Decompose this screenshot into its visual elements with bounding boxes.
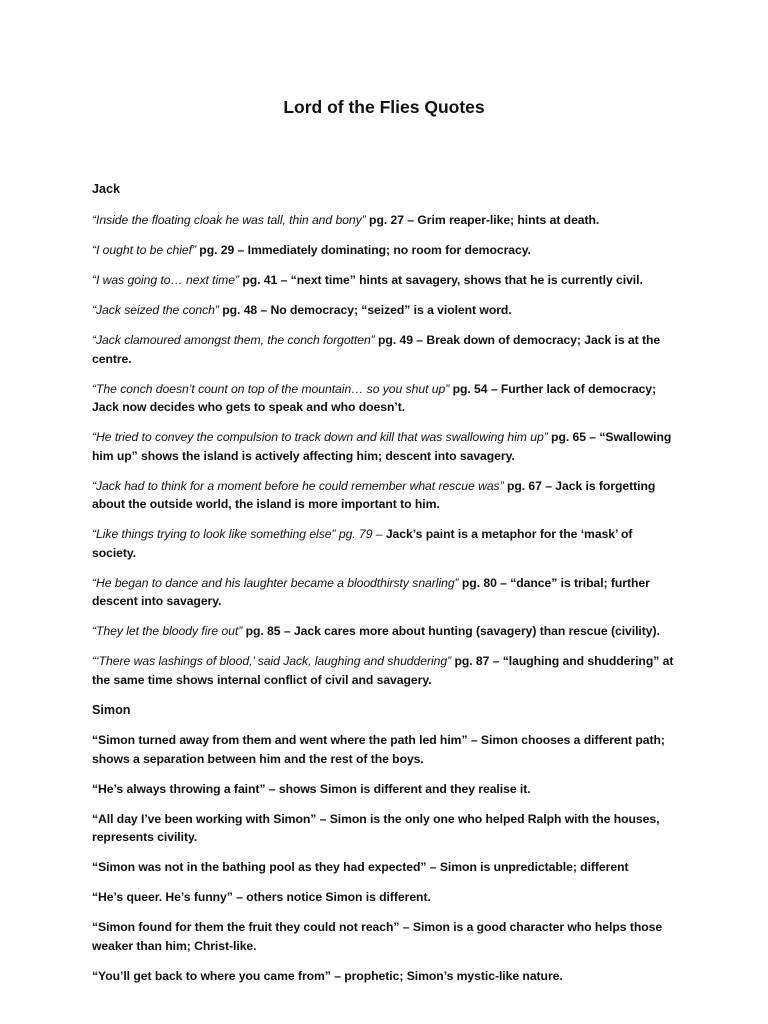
quote-quote: “Jack seized the conch” [92, 303, 219, 317]
quote-quote: “Simon turned away from them and went where the path led him” [92, 733, 468, 747]
quote-quote: “Jack clamoured amongst them, the conch forgotten” [92, 333, 375, 347]
quote-note: Further lack of democracy; Jack now decides who gets to speak and who doesn’t. [92, 381, 657, 414]
quote-ref: pg. 67 – [503, 478, 556, 493]
quote-quote: “All day I’ve been working with Simon” [92, 811, 317, 826]
quote-ref: – [316, 811, 330, 826]
quote-entry [92, 525, 676, 562]
quote-note: “Swallowing him up” shows the island is actively affecting him; descent into savagery. [92, 430, 672, 463]
quote-quote: “Jack had to think for a moment before he could remember what rescue was” [92, 478, 504, 493]
quote-note: others notice Simon is different. [246, 890, 431, 904]
quote-ref: pg. 54 – [449, 381, 501, 396]
quote-quote: “Simon was not in the bathing pool as they had expected” [92, 860, 427, 874]
section-heading-simon: Simon [92, 703, 131, 717]
quote-note: Jack’s paint is a metaphor for the ‘mask’ of society. [92, 527, 633, 560]
quote-entry [92, 477, 676, 514]
quote-note: Simon is unpredictable; different [439, 860, 629, 874]
quote-ref: – [426, 860, 440, 874]
quote-quote: “You’ll get back to where you came from” [92, 968, 331, 983]
quote-note: Immediately dominating; no room for democracy. [247, 243, 531, 257]
quote-ref: – [399, 920, 413, 934]
quote-note: Simon is the only one who helped Ralph with the houses, represents civility. [92, 811, 660, 844]
quote-note: prophetic; Simon’s mystic-like nature. [344, 968, 563, 983]
quote-ref: – [467, 733, 481, 747]
quote-note: “next time” hints at savagery, shows that he is currently civil. [290, 273, 643, 287]
quote-ref: pg. 49 – [374, 333, 427, 347]
quote-entry [92, 810, 676, 847]
quote-entry [92, 331, 676, 368]
quote-quote: “I was going to… next time” [92, 273, 239, 287]
quote-entry [92, 652, 676, 689]
quote-note: Jack cares more about hunting (savagery) than rescue (civility). [293, 624, 660, 638]
quote-note: Break down of democracy; Jack is at the centre. [92, 333, 661, 366]
quote-quote: “Simon found for them the fruit they could not reach” [92, 920, 400, 934]
quote-list-jack [92, 211, 676, 689]
quote-quote: “He began to dance and his laughter became a bloodthirsty snarling” [92, 575, 459, 590]
quote-ref: – [265, 781, 279, 796]
quote-entry [92, 271, 676, 290]
quote-entry [92, 211, 676, 230]
quote-list-simon [92, 731, 676, 985]
quote-ref: pg. 48 – [218, 303, 271, 317]
quote-quote: “He’s queer. He’s funny” [92, 890, 233, 904]
quote-note: Simon is a good character who helps those weaker than him; Christ-like. [92, 920, 663, 953]
quote-quote: “Inside the floating cloak he was tall, thin and bony” [92, 213, 366, 227]
quote-ref: pg. 80 – [458, 575, 511, 590]
quote-note: “laughing and shuddering” at the same time shows internal conflict of civil and savagery. [92, 654, 674, 687]
quote-ref: pg. 41 – [239, 273, 291, 287]
quote-quote: “He’s always throwing a faint” [92, 781, 266, 796]
quote-ref: – [232, 890, 247, 904]
quote-note: No democracy; “seized” is a violent word. [270, 303, 512, 317]
quote-note: Grim reaper-like; hints at death. [417, 213, 600, 227]
section-jack [92, 180, 676, 689]
quote-entry [92, 574, 676, 611]
quote-entry [92, 622, 676, 641]
quote-note: “dance” is tribal; further descent into savagery. [92, 575, 650, 608]
quote-entry [92, 428, 676, 465]
quote-quote: “The conch doesn’t count on top of the mountain… so you shut up” [92, 381, 450, 396]
section-heading-jack: Jack [92, 182, 121, 196]
quote-ref: – [330, 968, 345, 983]
quote-entry [92, 241, 676, 260]
quote-quote: “They let the bloody fire out” [92, 624, 243, 638]
page-title: Lord of the Flies Quotes [283, 97, 485, 117]
quote-quote: “‘There was lashings of blood,’ said Jack, laughing and shuddering” [92, 654, 452, 668]
quote-note: shows Simon is different and they realise it. [278, 781, 531, 796]
quote-entry [92, 967, 676, 986]
quote-note: Simon chooses a different path; shows a separation between him and the rest of the boys. [92, 733, 665, 766]
quote-quote: “He tried to convey the compulsion to track down and kill that was swallowing him up” [92, 430, 548, 444]
quote-ref: pg. 65 – [547, 430, 600, 444]
quote-ref: pg. 27 – [365, 213, 418, 227]
quote-entry [92, 918, 676, 955]
quote-note: Jack is forgetting about the outside world, the island is more important to him. [92, 478, 656, 511]
quote-quote: “I ought to be chief” [92, 243, 196, 257]
quote-entry [92, 888, 676, 907]
quote-ref: pg. 87 – [451, 654, 503, 668]
quote-ref: pg. 85 – [242, 624, 294, 638]
quote-entry [92, 780, 676, 799]
quote-entry [92, 301, 676, 320]
section-simon [92, 701, 676, 985]
quote-quote: “Like things trying to look like something else” pg. 79 – [92, 527, 383, 541]
quote-ref: pg. 29 – [195, 243, 248, 257]
quote-entry [92, 731, 676, 768]
quote-entry [92, 858, 676, 877]
quote-entry [92, 380, 676, 417]
